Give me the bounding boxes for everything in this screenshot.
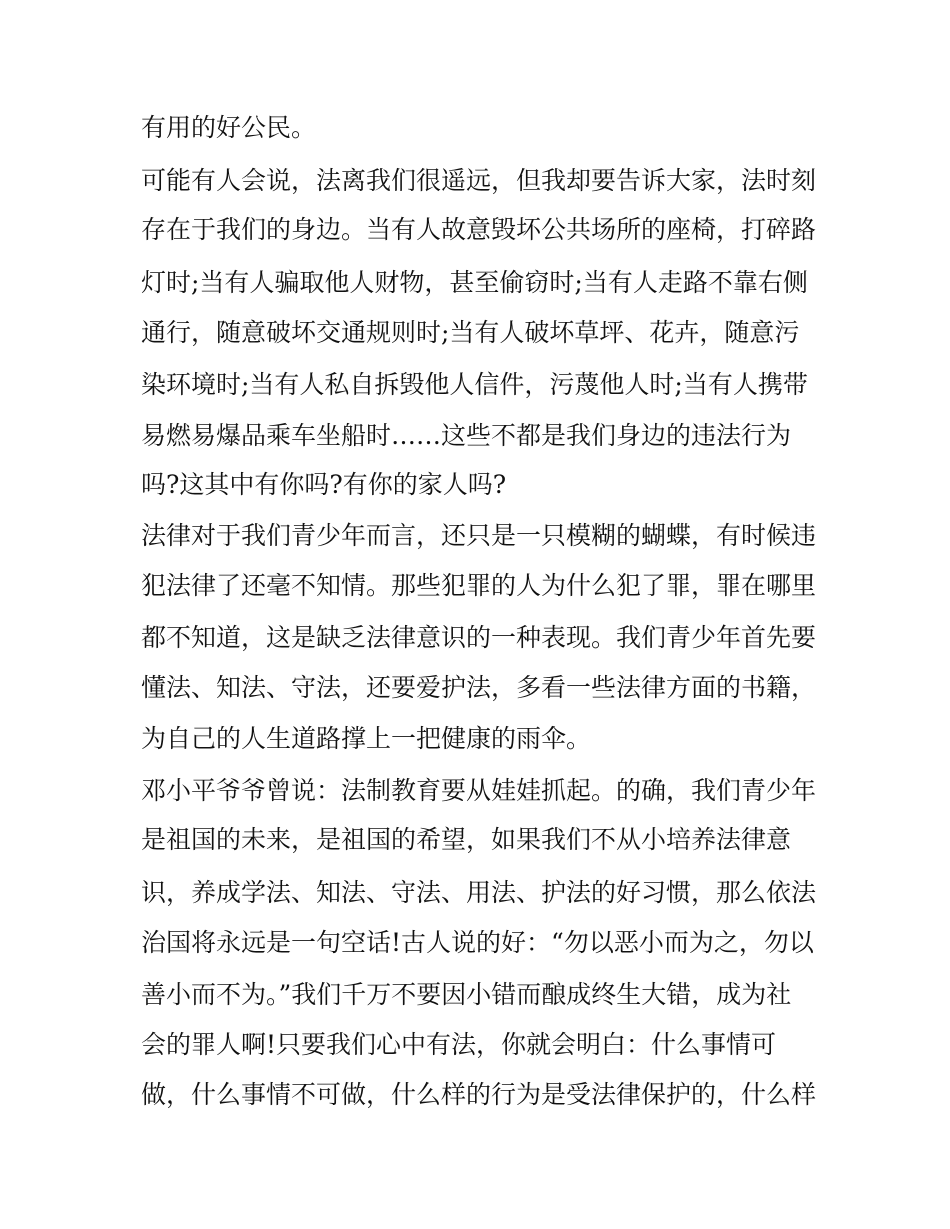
text-line: 会的罪人啊!只要我们心中有法，你就会明白：什么事情可 bbox=[141, 1030, 777, 1059]
text-line: 都不知道，这是缺乏法律意识的一种表现。我们青少年首先要 bbox=[141, 623, 817, 652]
text-line: 法律对于我们青少年而言，还只是一只模糊的蝴蝶，有时候违 bbox=[141, 521, 817, 550]
text-line: 染环境时;当有人私自拆毁他人信件，污蔑他人时;当有人携带 bbox=[141, 370, 808, 399]
text-line: 识，养成学法、知法、守法、用法、护法的好习惯，那么依法 bbox=[141, 878, 817, 907]
text-line: 有用的好公民。 bbox=[141, 113, 317, 142]
text-line: 懂法、知法、守法，还要爱护法，多看一些法律方面的书籍， bbox=[141, 673, 817, 702]
text-line: 易燃易爆品乘车坐船时……这些不都是我们身边的违法行为 bbox=[141, 421, 792, 450]
text-line: 做，什么事情不可做，什么样的行为是受法律保护的，什么样 bbox=[141, 1080, 817, 1109]
text-line: 善小而不为。”我们千万不要因小错而酿成终生大错，成为社 bbox=[141, 980, 792, 1009]
text-line: 通行，随意破坏交通规则时;当有人破坏草坪、花卉，随意污 bbox=[141, 318, 800, 347]
text-line: 灯时;当有人骗取他人财物，甚至偷窃时;当有人走路不靠右侧 bbox=[141, 268, 808, 297]
text-line: 犯法律了还毫不知情。那些犯罪的人为什么犯了罪，罪在哪里 bbox=[141, 571, 817, 600]
text-line: 为自己的人生道路撑上一把健康的雨伞。 bbox=[141, 724, 592, 753]
text-line: 吗?这其中有你吗?有你的家人吗? bbox=[141, 470, 507, 499]
text-line: 存在于我们的身边。当有人故意毁坏公共场所的座椅，打碎路 bbox=[141, 215, 817, 244]
text-line: 是祖国的未来，是祖国的希望，如果我们不从小培养法律意 bbox=[141, 825, 792, 854]
text-line: 治国将永远是一句空话!古人说的好：“勿以恶小而为之，勿以 bbox=[141, 928, 814, 957]
text-line: 可能有人会说，法离我们很遥远，但我却要告诉大家，法时刻 bbox=[141, 166, 817, 195]
text-line: 邓小平爷爷曾说：法制教育要从娃娃抓起。的确，我们青少年 bbox=[141, 776, 817, 805]
